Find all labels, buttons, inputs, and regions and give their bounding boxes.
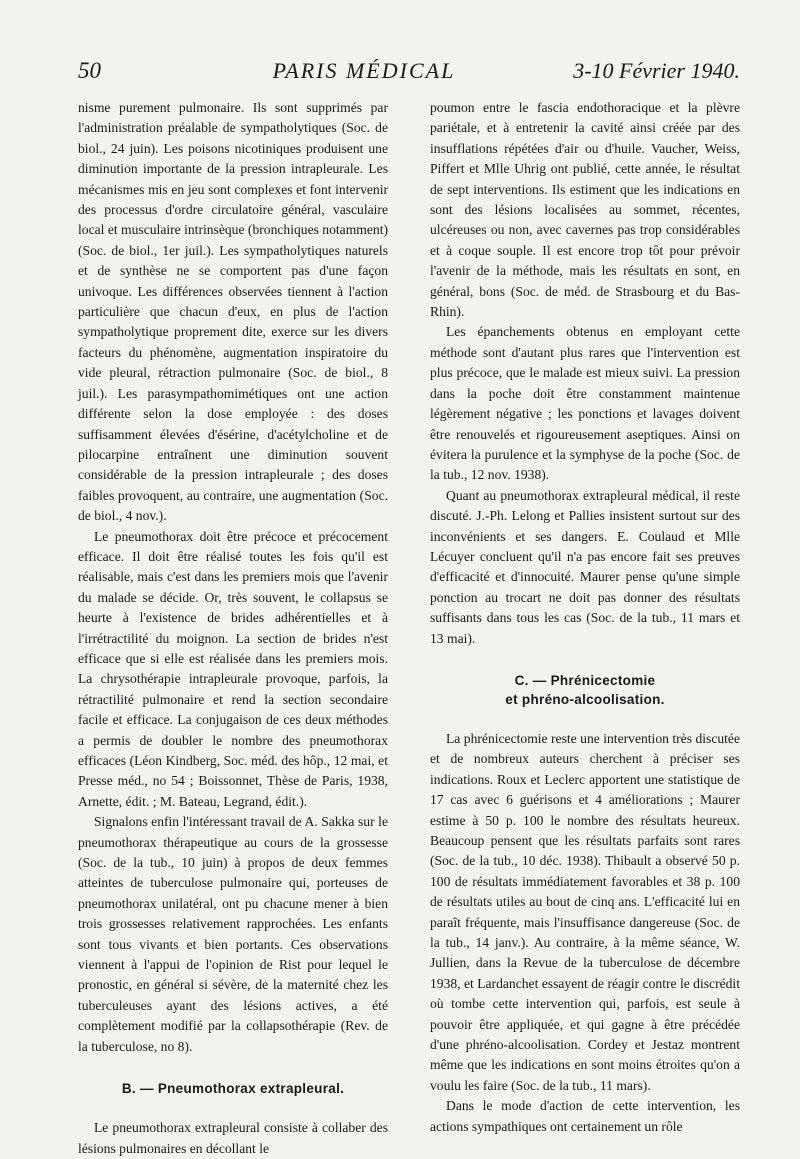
paragraph: La phrénicectomie reste une intervention très discutée et de nombreux auteurs cherchent à préciser ses indications. Roux et Leclerc apportent une statistique de 17 cas avec 6 guérisons et 4 améliorations ; Maurer estime à 50 p. 100 le nombre des résultats heureux. Beaucoup pensent que les résultats parfaits sont rares (Soc. de la tub., 10 déc. 1938). Thibault a observé 50 p. 100 de résultats immédiatement favorables et 38 p. 100 de résultats utiles au bout de cinq ans. L'efficacité lui en paraît fréquente, mais l'insuffisance dangereuse (Soc. de la tub., 14 janv.). Au contraire, à la même séance, W. Jullien, dans la Revue de la tuberculose de décembre 1938, et Lardanchet essayent de réagir contre le discrédit où tombe cette intervention qui, parfois, est seule à pouvoir être appliquée, et qui gagne à être précédée d'une phréno-alcoolisation. Cordey et Jestaz montrent même que les indications en sont moins étroites qu'on a voulu les faire (Soc. de la tub., 11 mars).	[430, 730, 740, 1093]
section-heading-b: B. — Pneumothorax extrapleural.	[121, 1081, 345, 1097]
paragraph: Le pneumothorax extrapleural consiste à collaber des lésions pulmonaires en décollant le	[78, 1120, 388, 1156]
section-heading-c	[430, 671, 740, 709]
text-columns	[78, 98, 740, 1159]
heading-line: C. — Phrénicectomie	[514, 672, 656, 688]
running-header	[78, 58, 740, 84]
paragraph: Signalons enfin l'intéressant travail de A. Sakka sur le pneumothorax thérapeutique au cours de la grossesse (Soc. de la tub., 10 juin) à propos de deux femmes atteintes de tuberculose pulmonaire qui, porteuses de pneumothorax unilatéral, ont pu chacune mener à bien trois grossesses relativement rapprochées. Les enfants sont tous vivants et bien portants. Ces observations viennent à l'appui de l'opinion de Rist pour lequel le pronostic, en général si sévère, de la maternité chez les tuberculeuses ayant des lésions actives, a été complètement modifié par la collapsothérapie (Rev. de la tuberculose, no 8).	[78, 814, 388, 1054]
journal-title: PARIS MÉDICAL	[272, 58, 456, 83]
paragraph: Le pneumothorax doit être précoce et précocement efficace. Il doit être réalisé toutes les fois qu'il est réalisable, mais c'est dans les premiers mois que l'avenir du malade se décide. Or, très souvent, le collapsus se heurte à l'existence de brides adhérentielles et à l'irrétractilité du moignon. La section de brides n'est efficace que si elle est réalisée dans les premiers mois. La chrysothérapie intrapleurale provoque, parfois, la rétractilité pulmonaire et rend la section secondaire facile et efficace. La conjugaison de ces deux méthodes a permis de doubler le nombre des pneumothorax efficaces (Léon Kindberg, Soc. méd. des hôp., 12 mai, et Presse méd., no 54 ; Boissonnet, Thèse de Paris, 1938, Arnette, édit. ; M. Bateau, Legrand, édit.).	[78, 528, 388, 809]
left-column	[78, 98, 388, 1159]
paragraph: Les épanchements obtenus en employant cette méthode sont d'autant plus rares que l'intervention est plus précoce, que le malade est mieux suivi. La pression dans la poche doit être constamment maintenue légèrement négative ; les ponctions et lavages doivent être renouvelés et rigoureusement aseptiques. Ainsi on évitera la purulence et la symphyse de la poche (Soc. de la tub., 12 nov. 1938).	[430, 324, 740, 483]
right-column	[430, 98, 740, 1159]
paragraph: nisme purement pulmonaire. Ils sont supprimés par l'administration préalable de sympatholytiques (Soc. de biol., 24 juin). Les poisons nicotiniques produisent une diminution importante de la pression intrapleurale. Les mécanismes mis en jeu sont complexes et font intervenir des processus d'ordre circulatoire général, vasculaire local et musculaire intrinsèque (bronchiques notamment) (Soc. de biol., 1er juil.). Les sympatholytiques naturels et de synthèse ne se comportent pas d'une façon univoque. Les différences observées tiennent à l'action particulière que chacun d'eux, en plus de l'action sympatholytique proprement dite, exerce sur les divers facteurs du phénomène, augmentation inspiratoire du vide pleural, rétraction pulmonaire (Soc. de biol., 8 juil.). Les parasympathomimétiques ont une action différente selon la dose employée : des doses suffisamment élevées d'ésérine, d'acétylcholine et de pilocarpine entraînent une diminution souvent considérable de la pression intrapleurale ; des doses faibles provoquent, au contraire, une augmentation (Soc. de biol., 4 nov.).	[78, 100, 388, 524]
issue-date: 3-10 Février 1940.	[573, 58, 740, 83]
paragraph: Dans le mode d'action de cette intervention, les actions sympathiques ont certainement un rôle	[430, 1098, 740, 1134]
paragraph: poumon entre le fascia endothoracique et la plèvre pariétale, et à entretenir la cavité ainsi créée par des insufflations répétées d'air ou d'huile. Vaucher, Weiss, Piffert et Mlle Uhrig ont publié, cette année, le résultat de sept interventions. Ils estiment que les indications en sont des lésions localisées au sommet, récentes, ulcéreuses ou non, avec cavernes pas trop considérables et à coque souple. Il est encore trop tôt pour prévoir l'avenir de la méthode, mais les résultats en sont, en général, bons (Soc. de méd. de Strasbourg et du Bas-Rhin).	[430, 100, 740, 320]
paragraph: Quant au pneumothorax extrapleural médical, il reste discuté. J.-Ph. Lelong et Pallies insistent surtout sur des inconvénients et ses dangers. E. Coulaud et Mlle Lécuyer concluent qu'il n'a pas encore fait ses preuves d'efficacité et d'innocuité. Maurer pense qu'une simple ponction au trocart ne doit pas donner des résultats suffisants dans tous les cas (Soc. de la tub., 11 mars et 13 mai).	[430, 487, 740, 646]
page-number: 50	[78, 58, 101, 83]
heading-line: et phréno-alcoolisation.	[505, 691, 665, 707]
